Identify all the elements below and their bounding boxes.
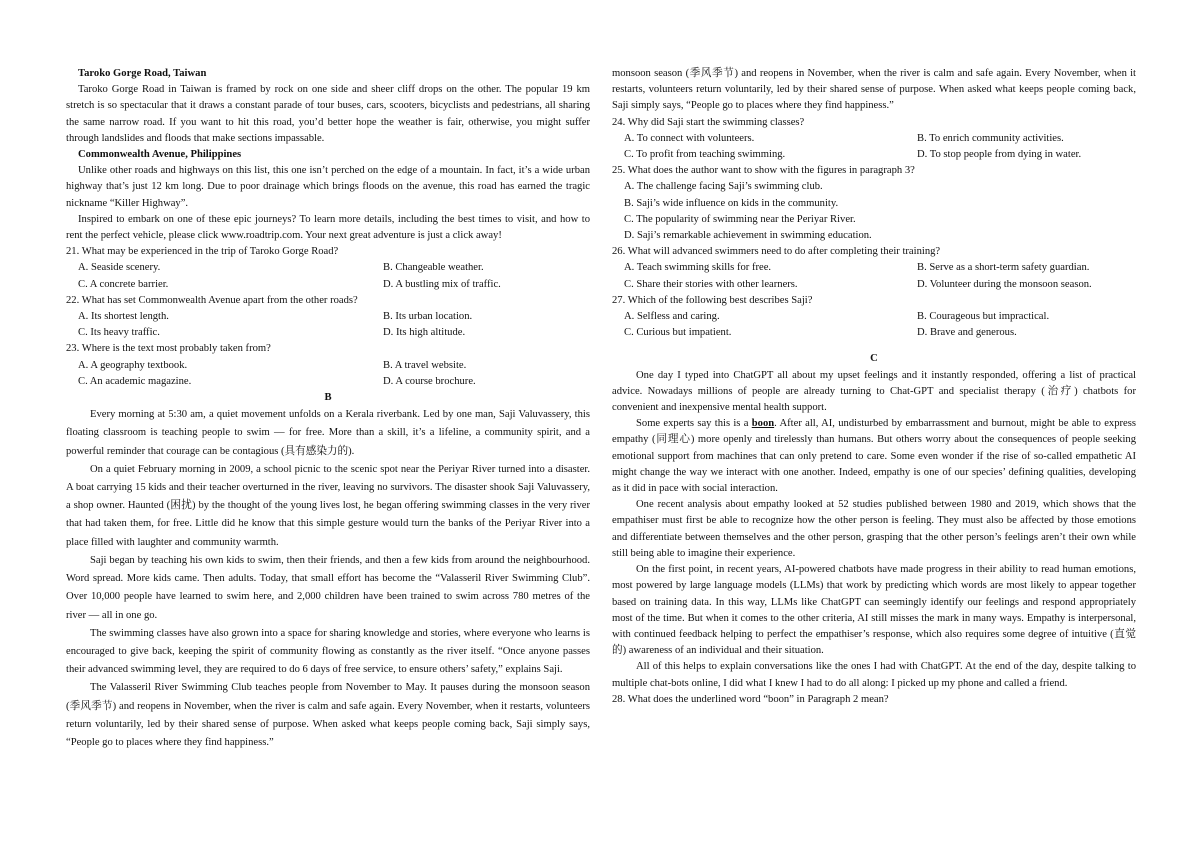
option: D. Its high altitude. xyxy=(383,327,466,339)
question-options xyxy=(612,260,1136,292)
option: C. The popularity of swimming near the Periyar River. xyxy=(624,213,856,225)
question-options xyxy=(612,309,1136,341)
option: A. The challenge facing Saji’s swimming club. xyxy=(624,181,823,193)
left-column xyxy=(66,66,590,748)
option: D. A bustling mix of traffic. xyxy=(383,278,501,290)
option: C. To profit from teaching swimming. xyxy=(624,149,786,161)
option: B. Its urban location. xyxy=(383,311,473,323)
question-options xyxy=(66,309,590,341)
question-stem: 22. What has set Commonwealth Avenue apart from the other roads? xyxy=(66,294,358,306)
section-label-c: C xyxy=(870,353,878,365)
option: D. Brave and generous. xyxy=(917,327,1017,339)
paragraph: One recent analysis about empathy looked at 52 studies published between 1980 and 2019, which shows that the empathiser must first be able to recognize how the other person is feeling. They must also be affected by those emotions and differentiate between themselves and the other person, grasping that the other person’s feelings aren’t their own while still being able to imagine their experience. xyxy=(612,499,1136,559)
option: A. To connect with volunteers. xyxy=(624,132,755,144)
question-stem: 25. What does the author want to show with the figures in paragraph 3? xyxy=(612,165,915,177)
paragraph-text: Some experts say this is a xyxy=(636,418,752,430)
option: A. Selfless and caring. xyxy=(624,311,720,323)
option: C. An academic magazine. xyxy=(78,375,192,387)
paragraph-b5-continued: monsoon season (季风季节) and reopens in November, when the river is calm and safe again. Every November, when it restarts, volunteers return voluntarily, led by their shared sense of purpose. When asked what keeps people coming back, Saji simply says, “People go to places where they find happiness.” xyxy=(612,68,1136,112)
option: B. Serve as a short-term safety guardian. xyxy=(917,262,1090,274)
paragraph: The Valasseril River Swimming Club teaches people from November to May. It pauses during the monsoon season (季风季节) and reopens in November, when the river is calm and safe again. Every November, when it restarts, volunteers return voluntarily, led by their shared sense of purpose. When asked what keeps people coming back, Saji simply says, “People go to places where they find happiness.” xyxy=(66,682,590,748)
option: C. Its heavy traffic. xyxy=(78,327,160,339)
option: D. Volunteer during the monsoon season. xyxy=(917,278,1092,290)
option: D. Saji’s remarkable achievement in swimming education. xyxy=(624,230,872,242)
question-stem: 24. Why did Saji start the swimming classes? xyxy=(612,116,805,128)
paragraph: On the first point, in recent years, AI-powered chatbots have made progress in their ability to read human emotions, most powered by large language models (LLMs) that work by predicting which words are most likely to appear together based on training data. In this way, LLMs like ChatGPT can seemingly identify our feelings and respond appropriately most of the time. But when it comes to the other criteria, AI still misses the mark in many ways. Empathy is interpersonal, with continued feedback helping to perfect the empathiser’s response, which also requires some degree of intuitive (直觉的) awareness of an individual and their situation. xyxy=(612,564,1136,657)
paragraph: The swimming classes have also grown into a space for sharing knowledge and stories, where everyone who learns is encouraged to give back, keeping the spirit of community flowing as constantly as the river itself. “Once anyone passes their advanced swimming level, they are required to do 6 days of free service, to ensure others’ safety,” explains Saji. xyxy=(66,627,590,676)
question-options xyxy=(612,179,1136,244)
paragraph-boon xyxy=(612,416,1136,497)
underlined-word-boon: boon xyxy=(751,418,775,430)
option: A. A geography textbook. xyxy=(78,359,188,371)
question-options xyxy=(612,131,1136,163)
option: C. Share their stories with other learners. xyxy=(624,278,798,290)
paragraph: One day I typed into ChatGPT all about my upset feelings and it instantly responded, offering a list of practical advice. Nowadays millions of people are already turning to Chat-GPT and specialist therapy (治疗) chatbots for convenient and inexpensive mental health support. xyxy=(612,369,1136,414)
paragraph-text: . After all, AI, undisturbed by embarrassment and burnout, might be able to express empathy (同理心) more openly and tirelessly than humans. But others worry about the consequences of people seeking emotional support from machines that can only pretend to care. Some even wonder if the rise of so-called empathetic AI might change the way we interact with one another. Indeed, empathy is one of our species’ defining qualities, developing as it did in pace with social interaction. xyxy=(612,418,1136,495)
section-title-taroko: Taroko Gorge Road, Taiwan xyxy=(78,68,207,79)
option: C. Curious but impatient. xyxy=(624,327,732,339)
paragraph: All of this helps to explain conversations like the ones I had with ChatGPT. At the end of the day, despite talking to multiple chat-bots online, I did what I knew I had to do all along: I picked up my phone and called a friend. xyxy=(612,661,1136,689)
option: C. A concrete barrier. xyxy=(78,278,169,290)
option: A. Teach swimming skills for free. xyxy=(624,262,772,274)
question-options xyxy=(66,358,590,390)
paragraph: Saji began by teaching his own kids to swim, then their friends, and then a few kids from around the neighbourhood. Word spread. More kids came. Then adults. Today, that small effort has become the “Valasseril River Swimming Club”. Over 10,000 people have learned to swim here, and 2,000 children have been trained to swim across 780 metres of the river — all in one go. xyxy=(66,554,590,621)
option: B. Changeable weather. xyxy=(383,262,484,274)
option: A. Its shortest length. xyxy=(78,311,169,323)
paragraph-taroko: Taroko Gorge Road in Taiwan is framed by rock on one side and sheer cliff drops on the other. The popular 19 km stretch is so spectacular that it draws a constant parade of tour buses, cars, scooters, bicyclists and pedestrians, all sharing the same narrow road. If you want to hit this road, you’d better hope the weather is fair, otherwise, you might suffer through landslides and floods that make sections impassable. xyxy=(66,84,590,144)
section-title-commonwealth: Commonwealth Avenue, Philippines xyxy=(78,149,242,161)
paragraph-closing: Inspired to embark on one of these epic journeys? To learn more details, including the best times to visit, and how to rent the perfect vehicle, please click www.roadtrip.com. Your next great adventure is just a click away! xyxy=(66,213,590,242)
option: D. To stop people from dying in water. xyxy=(917,149,1082,161)
paragraph: Every morning at 5:30 am, a quiet movement unfolds on a Kerala riverbank. Led by one man, Saji Valuvassery, this floating classroom is teaching people to swim — for free. More than a skill, it’s a lifeline, a community spirit, and a powerful reminder that courage can be contagious (具有感染力的). xyxy=(66,409,590,457)
option: A. Seaside scenery. xyxy=(78,262,161,274)
question-stem: 27. Which of the following best describes Saji? xyxy=(612,294,813,306)
option: B. A travel website. xyxy=(383,359,467,371)
option: B. Saji’s wide influence on kids in the community. xyxy=(624,197,839,209)
passage-b xyxy=(66,406,590,748)
paragraph: On a quiet February morning in 2009, a school picnic to the scenic spot near the Periyar River turned into a disaster. A boat carrying 15 kids and their teacher overturned in the river, leaving no survivors. The disaster shook Saji Valuvassery, a shop owner. Haunted (困扰) by the thought of the young lives lost, he began offering swimming classes in the very river that had taken them, for free. Little did he know that this simple gesture would turn the banks of the Periyar River into a place filled with laughter and community warmth. xyxy=(66,463,590,548)
question-stem: 21. What may be experienced in the trip of Taroko Gorge Road? xyxy=(66,246,339,258)
question-stem: 23. Where is the text most probably taken from? xyxy=(66,343,271,355)
paragraph-commonwealth: Unlike other roads and highways on this list, this one isn’t perched on the edge of a mountain. In fact, it’s a wide urban highway that’s just 12 km long. Due to poor drainage which brings floods on the avenue, this road has earned the tragic nickname “Killer Highway”. xyxy=(66,165,590,209)
question-stem: 26. What will advanced swimmers need to do after completing their training? xyxy=(612,246,941,258)
option: D. A course brochure. xyxy=(383,375,476,387)
option: B. Courageous but impractical. xyxy=(917,311,1050,323)
section-label-b: B xyxy=(324,392,332,404)
question-options xyxy=(66,260,590,292)
right-column xyxy=(612,66,1136,708)
question-stem: 28. What does the underlined word “boon” in Paragraph 2 mean? xyxy=(612,693,889,705)
option: B. To enrich community activities. xyxy=(917,132,1064,144)
